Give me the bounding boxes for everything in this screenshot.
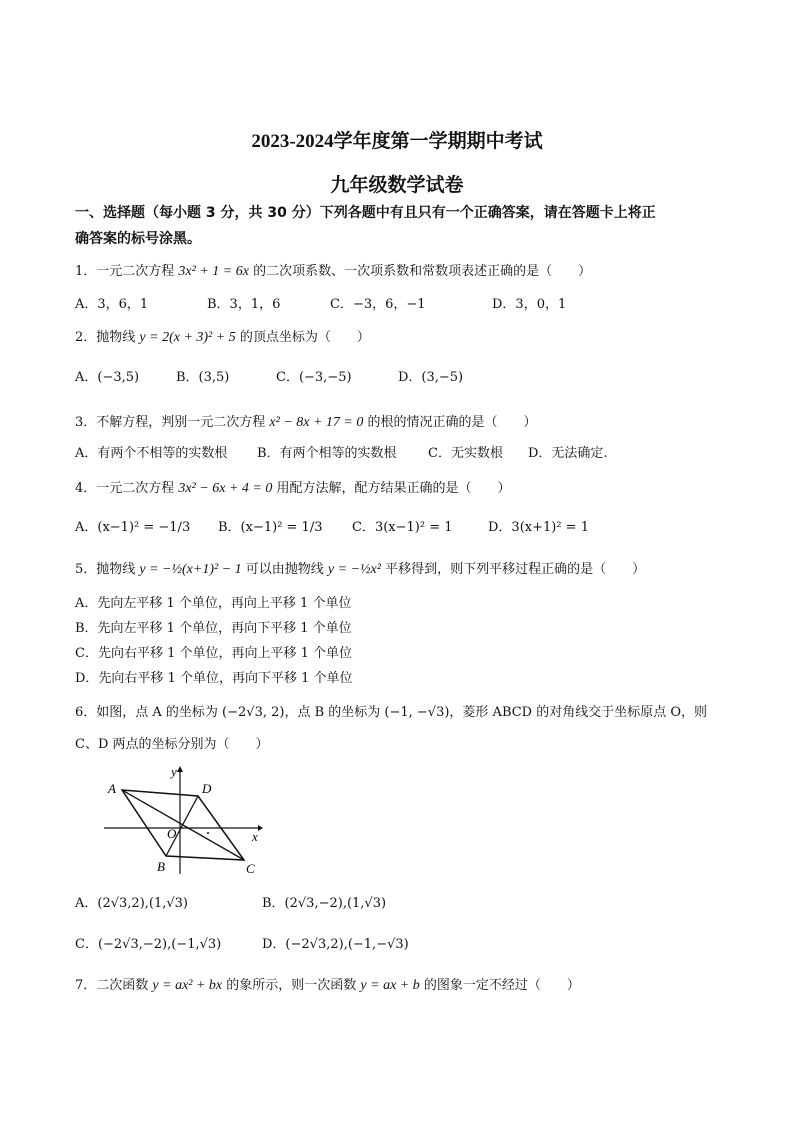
q5-option-a: A．先向左平移 1 个单位，再向上平移 1 个单位 xyxy=(75,596,352,611)
label-y: y xyxy=(171,764,177,779)
q2-option-c: C．(−3,−5) xyxy=(276,370,352,385)
tick-dot xyxy=(207,832,209,834)
q5-stem-c: 平移得到，则下列平移过程正确的是（ ） xyxy=(380,562,646,577)
question-7 xyxy=(75,976,580,996)
question-6-line1: 6．如图，点 A 的坐标为 (−2√3, 2)，点 B 的坐标为 (−1, −√3)，菱形 ABCD 的对角线交于坐标原点 O，则 xyxy=(75,705,708,720)
q5-option-d: D．先向右平移 1 个单位，再向下平移 1 个单位 xyxy=(75,671,353,686)
q5-option-b: B．先向左平移 1 个单位，再向下平移 1 个单位 xyxy=(75,621,352,636)
label-c: C xyxy=(246,861,255,876)
q1-option-d: D．3，0，1 xyxy=(492,297,567,312)
q1-formula: 3x² + 1 = 6x xyxy=(178,264,249,279)
q4-stem-a: 4．一元二次方程 xyxy=(75,481,179,496)
question-1 xyxy=(75,262,591,282)
question-2 xyxy=(75,328,370,348)
q1-option-b: B．3，1，6 xyxy=(207,297,281,312)
q1-option-c: C．−3，6，−1 xyxy=(330,297,426,312)
q2-stem-a: 2．抛物线 xyxy=(75,330,140,345)
rhombus-figure xyxy=(100,762,270,880)
question-4 xyxy=(75,479,511,499)
q6-option-b: B．(2√3,−2),(1,√3) xyxy=(262,896,387,911)
q3-stem-a: 3．不解方程，判别一元二次方程 xyxy=(75,415,270,430)
q4-option-a: A．(x−1)² = −1/3 xyxy=(75,520,191,535)
q3-option-c: C．无实数根 xyxy=(428,446,503,461)
q6-option-a: A．(2√3,2),(1,√3) xyxy=(75,896,188,911)
label-b: B xyxy=(157,859,165,874)
q5-option-c: C．先向右平移 1 个单位，再向上平移 1 个单位 xyxy=(75,646,353,661)
q7-stem-b: 的象所示，则一次函数 xyxy=(222,978,361,993)
q6-option-c: C．(−2√3,−2),(−1,√3) xyxy=(75,937,222,952)
section-heading-line1: 一、选择题（每小题 3 分，共 30 分）下列各题中有且只有一个正确答案，请在答题卡上将正 xyxy=(75,205,656,221)
label-a: A xyxy=(108,781,116,796)
q4-option-c: C．3(x−1)² = 1 xyxy=(352,520,453,535)
q4-option-d: D．3(x+1)² = 1 xyxy=(488,520,589,535)
question-3 xyxy=(75,413,537,433)
q4-stem-b: 用配方法解，配方结果正确的是（ ） xyxy=(272,481,511,496)
q2-option-a: A．(−3,5) xyxy=(75,370,140,385)
label-x: x xyxy=(252,829,258,844)
exam-subtitle: 九年级数学试卷 xyxy=(330,175,464,196)
q4-formula: 3x² − 6x + 4 = 0 xyxy=(178,481,273,496)
question-5 xyxy=(75,560,645,580)
q5-formula-1: y = −½(x+1)² − 1 xyxy=(139,562,242,577)
q4-option-b: B．(x−1)² = 1/3 xyxy=(218,520,323,535)
q2-option-b: B．(3,5) xyxy=(176,370,230,385)
q1-option-a: A．3，6，1 xyxy=(75,297,149,312)
q3-option-a: A．有两个不相等的实数根 xyxy=(75,446,228,461)
question-6-line2: C、D 两点的坐标分别为（ ） xyxy=(75,737,269,752)
q3-option-b: B．有两个相等的实数根 xyxy=(257,446,397,461)
q5-formula-2: y = −½x² xyxy=(327,562,381,577)
label-d: D xyxy=(202,781,212,796)
label-o: O xyxy=(167,826,177,841)
q1-stem-a: 1．一元二次方程 xyxy=(75,264,179,279)
q2-formula: y = 2(x + 3)² + 5 xyxy=(139,330,236,345)
section-heading-line2: 确答案的标号涂黑。 xyxy=(75,231,201,247)
q7-stem-c: 的图象一定不经过（ ） xyxy=(419,978,580,993)
q3-option-d: D．无法确定. xyxy=(528,446,608,461)
q3-formula: x² − 8x + 17 = 0 xyxy=(269,415,364,430)
q6-option-d: D．(−2√3,2),(−1,−√3) xyxy=(262,937,409,952)
q2-stem-b: 的顶点坐标为（ ） xyxy=(235,330,370,345)
q3-stem-b: 的根的情况正确的是（ ） xyxy=(363,415,537,430)
q7-formula-1: y = ax² + bx xyxy=(152,978,223,993)
q5-stem-a: 5．抛物线 xyxy=(75,562,140,577)
q7-formula-2: y = ax + b xyxy=(360,978,420,993)
x-axis-arrow xyxy=(258,825,263,831)
exam-title: 2023-2024学年度第一学期期中考试 xyxy=(251,131,543,152)
q5-stem-b: 可以由抛物线 xyxy=(241,562,328,577)
q2-option-d: D．(3,−5) xyxy=(398,370,464,385)
y-axis-arrow xyxy=(177,766,183,772)
q7-stem-a: 7．二次函数 xyxy=(75,978,153,993)
q1-stem-b: 的二次项系数、一次项系数和常数项表述正确的是（ ） xyxy=(248,264,592,279)
